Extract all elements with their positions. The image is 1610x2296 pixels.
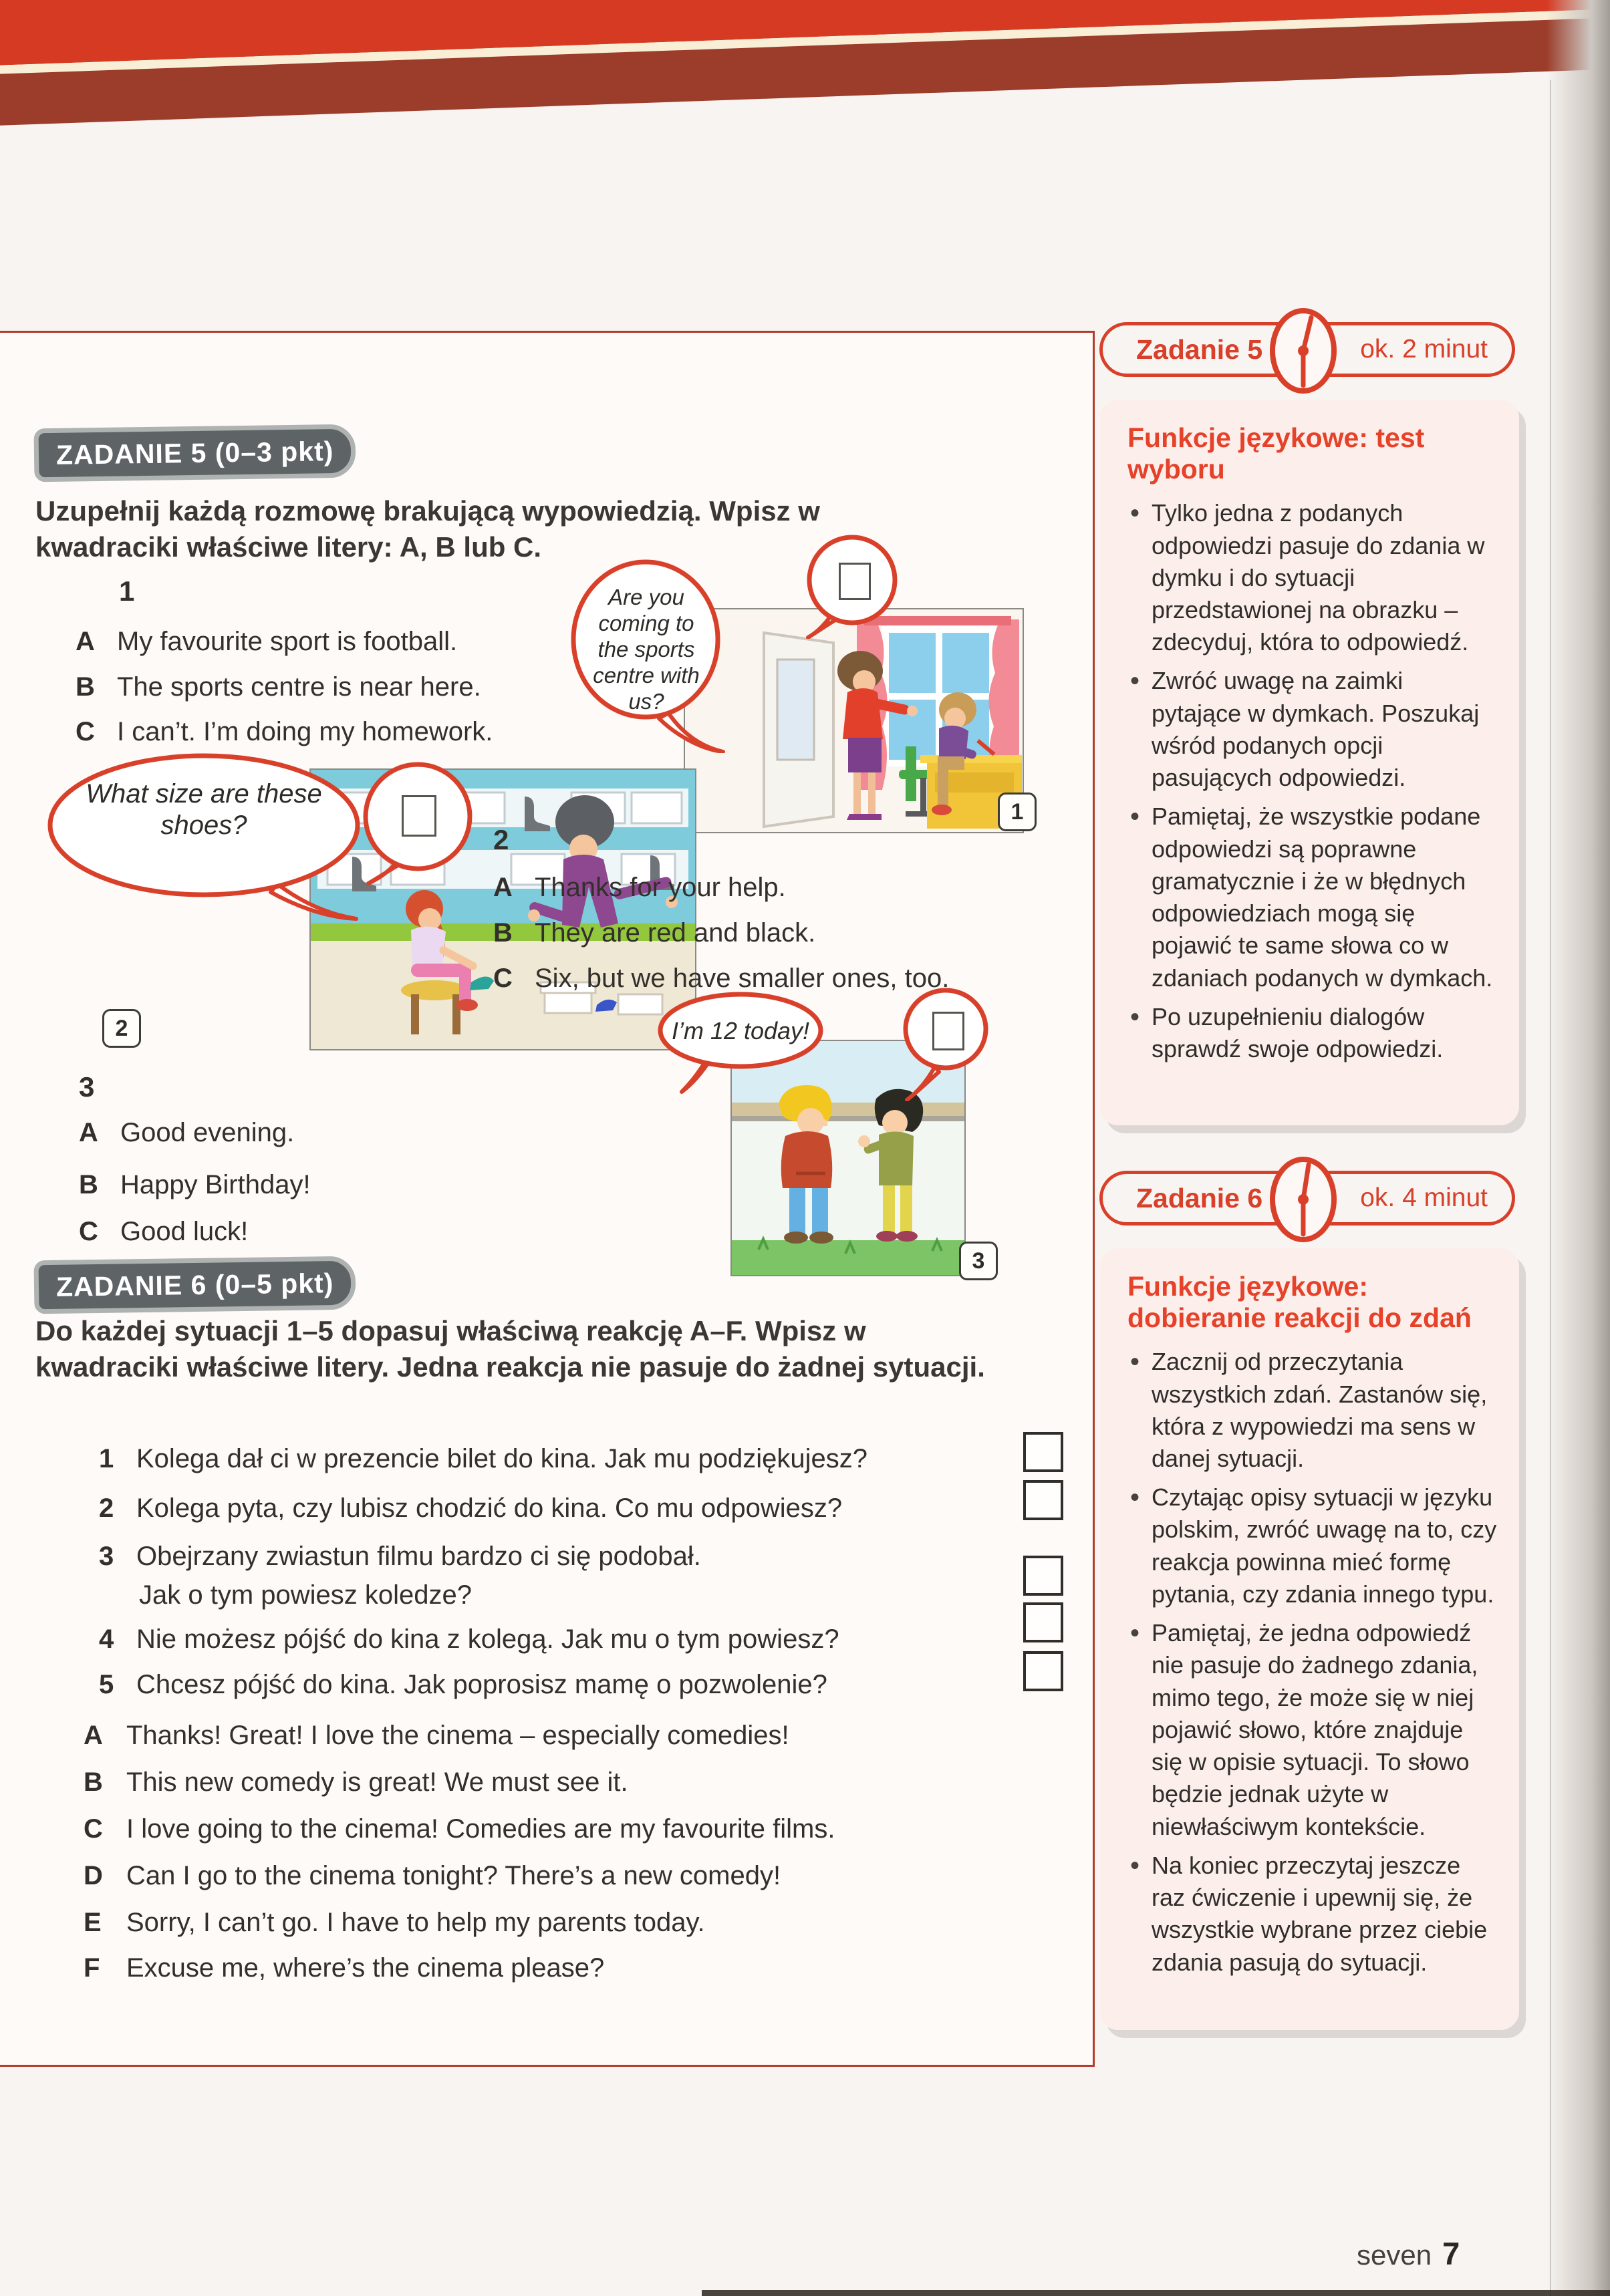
tip6-bullet-1: • Zacznij od przeczytania wszystkich zdań. Zastanów się, która z wypowiedzi ma sens w danej sytuacji. bbox=[1122, 1346, 1499, 1475]
picture-number-2 bbox=[102, 1009, 141, 1048]
answer-box-dialogue-3[interactable] bbox=[932, 1012, 964, 1050]
option-text: Six, but we have smaller ones, too. bbox=[535, 964, 950, 993]
speech-bubble-2 bbox=[43, 750, 378, 921]
option-text: The sports centre is near here. bbox=[117, 672, 481, 702]
dialogue-2-number: 2 bbox=[493, 824, 509, 855]
task6-time-badge bbox=[1099, 1171, 1515, 1226]
situation-text: Obejrzany zwiastun filmu bardzo ci się podobał. bbox=[136, 1542, 701, 1571]
task5-time-text: ok. 2 minut bbox=[1360, 335, 1488, 364]
speech-bubble-3-text: I’m 12 today! bbox=[671, 1017, 810, 1044]
option-text: Thanks for your help. bbox=[535, 873, 786, 902]
situation-text: Kolega pyta, czy lubisz chodzić do kina. Co mu odpowiesz? bbox=[136, 1493, 843, 1523]
clock-icon bbox=[1268, 1154, 1338, 1245]
task6-header-label: ZADANIE 6 (0–5 pkt) bbox=[55, 1267, 334, 1302]
option-text: Good evening. bbox=[120, 1118, 295, 1147]
reaction-text: Sorry, I can’t go. I have to help my parents today. bbox=[126, 1908, 705, 1937]
picture-number-3 bbox=[959, 1242, 998, 1280]
page-number bbox=[1357, 2235, 1460, 2272]
answer-bubble-1 bbox=[799, 533, 900, 639]
reaction-f bbox=[84, 1953, 604, 1983]
situation-1 bbox=[99, 1444, 867, 1474]
page-edge-line bbox=[1550, 80, 1551, 2296]
dialogue-3-number: 3 bbox=[79, 1071, 95, 1103]
option-text: Good luck! bbox=[120, 1217, 249, 1246]
situation-number: 1 bbox=[99, 1444, 114, 1473]
situation-2 bbox=[99, 1493, 842, 1524]
tip5-bullet-2: • Zwróć uwagę na zaimki pytające w dymkach. Poszukaj wśród podanych opcji pasujących odpowiedzi. bbox=[1122, 665, 1499, 794]
picture-number-label: 2 bbox=[115, 1015, 128, 1041]
reaction-letter: E bbox=[84, 1908, 102, 1937]
task5-time-badge-label: Zadanie 5 bbox=[1136, 333, 1263, 365]
clock-icon bbox=[1268, 305, 1338, 396]
tip-box-task5-list bbox=[1122, 497, 1499, 1065]
reaction-b bbox=[84, 1767, 628, 1798]
speech-bubble-2-text: What size are these shoes? bbox=[86, 779, 322, 841]
situation-text: Nie możesz pójść do kina z kolegą. Jak mu o tym powiesz? bbox=[136, 1624, 839, 1654]
situation-3-line2: Jak o tym powiesz koledze? bbox=[139, 1580, 473, 1610]
option-text: I can’t. I’m doing my homework. bbox=[117, 717, 493, 746]
option-text: Happy Birthday! bbox=[120, 1170, 311, 1199]
reaction-d bbox=[84, 1861, 781, 1891]
task6-instruction: Do każdej sytuacji 1–5 dopasuj właściwą reakcję A–F. Wpisz w kwadraciki właściwe litery. Jedna reakcja nie pasuje do żadnej sytuacji. bbox=[35, 1315, 985, 1383]
tip-box-task5-heading: Funkcje językowe: test wyboru bbox=[1127, 422, 1425, 485]
situation-4 bbox=[99, 1624, 839, 1655]
situation-5 bbox=[99, 1670, 827, 1700]
exercise-frame bbox=[0, 331, 1095, 2067]
reaction-e bbox=[84, 1908, 705, 1938]
tip5-bullet-1: • Tylko jedna z podanych odpowiedzi pasuje do zdania w dymku i do sytuacji przedstawionej na obrazku – zdecyduj, która to odpowiedź. bbox=[1122, 497, 1499, 658]
task5-time-badge bbox=[1099, 322, 1515, 377]
option-letter: B bbox=[79, 1170, 98, 1199]
situation-number: 4 bbox=[99, 1624, 114, 1654]
answer-bubble-2 bbox=[356, 760, 475, 886]
tip-box-task6-heading: Funkcje językowe: dobieranie reakcji do zdań bbox=[1127, 1271, 1472, 1334]
task5-header-label: ZADANIE 5 (0–3 pkt) bbox=[55, 435, 334, 470]
situation-number: 5 bbox=[99, 1670, 114, 1699]
reaction-text: Thanks! Great! I love the cinema – especially comedies! bbox=[126, 1721, 789, 1750]
top-red-band bbox=[0, 0, 1610, 127]
speech-bubble-3 bbox=[654, 989, 831, 1095]
dialogue-1-number: 1 bbox=[119, 575, 135, 607]
picture-number-1 bbox=[998, 793, 1037, 831]
situation-number: 3 bbox=[99, 1542, 114, 1571]
answer-bubble-3 bbox=[896, 986, 991, 1101]
picture-1 bbox=[684, 608, 1024, 833]
tip5-bullet-4: • Po uzupełnieniu dialogów sprawdź swoje odpowiedzi. bbox=[1122, 1001, 1499, 1065]
situation-text: Kolega dał ci w prezencie bilet do kina. Jak mu podziękujesz? bbox=[136, 1444, 867, 1473]
page-bottom-edge bbox=[702, 2290, 1610, 2296]
tip-box-task6-list bbox=[1122, 1346, 1499, 1978]
situation-number: 2 bbox=[99, 1493, 114, 1523]
task6-header-badge bbox=[33, 1256, 356, 1314]
dialogue-1-option-c bbox=[76, 717, 493, 747]
answer-box-situation-5[interactable] bbox=[1023, 1651, 1063, 1691]
dialogue-3-option-a bbox=[79, 1118, 294, 1148]
speech-bubble-1 bbox=[568, 558, 727, 753]
option-text: My favourite sport is football. bbox=[117, 627, 458, 656]
option-letter: A bbox=[79, 1118, 98, 1147]
option-letter: B bbox=[76, 672, 95, 702]
tip-box-task6 bbox=[1099, 1248, 1519, 2030]
dialogue-2-option-b bbox=[493, 918, 815, 948]
option-text: They are red and black. bbox=[535, 918, 816, 948]
answer-box-situation-3[interactable] bbox=[1023, 1556, 1063, 1596]
answer-box-situation-1[interactable] bbox=[1023, 1432, 1063, 1472]
door-scene-illustration bbox=[685, 609, 1023, 832]
task6-time-badge-label: Zadanie 6 bbox=[1136, 1182, 1263, 1213]
option-letter: B bbox=[493, 918, 513, 948]
dialogue-3-option-b bbox=[79, 1170, 311, 1200]
dialogue-2-option-a bbox=[493, 873, 786, 903]
situation-text: Chcesz pójść do kina. Jak poprosisz mamę o pozwolenie? bbox=[136, 1670, 827, 1699]
reaction-letter: F bbox=[84, 1953, 100, 1983]
answer-box-dialogue-2[interactable] bbox=[402, 795, 436, 837]
task5-instruction: Uzupełnij każdą rozmowę brakującą wypowiedzią. Wpisz w kwadraciki właściwe litery: A, B lub C. bbox=[35, 495, 820, 563]
reaction-c bbox=[84, 1814, 835, 1844]
tip5-bullet-3: • Pamiętaj, że wszystkie podane odpowiedzi są poprawne gramatycznie i że w błędnych odpowiedziach mogą się pojawić te same słowa co w zdaniach podanych w dymkach. bbox=[1122, 801, 1499, 994]
answer-box-situation-4[interactable] bbox=[1023, 1602, 1063, 1642]
dialogue-1-option-b bbox=[76, 672, 481, 702]
reaction-letter: D bbox=[84, 1861, 103, 1890]
page-number-word: seven bbox=[1357, 2239, 1432, 2271]
reaction-text: Excuse me, where’s the cinema please? bbox=[126, 1953, 605, 1983]
reaction-letter: C bbox=[84, 1814, 103, 1844]
reaction-letter: B bbox=[84, 1767, 103, 1797]
answer-box-situation-2[interactable] bbox=[1023, 1480, 1063, 1520]
task6-time-text: ok. 4 minut bbox=[1360, 1183, 1488, 1212]
tip6-bullet-2: • Czytając opisy sytuacji w języku polskim, zwróć uwagę na to, czy reakcja powinna mieć formę pytania, czy zdania innego typu. bbox=[1122, 1481, 1499, 1610]
option-letter: A bbox=[76, 627, 95, 656]
tip-box-task5 bbox=[1099, 400, 1519, 1125]
speech-bubble-1-text: Are you coming to the sports centre with us? bbox=[593, 585, 700, 714]
reaction-text: This new comedy is great! We must see it. bbox=[126, 1767, 628, 1797]
dialogue-1-option-a bbox=[76, 627, 457, 657]
option-letter: A bbox=[493, 873, 513, 902]
task5-header-badge bbox=[33, 424, 356, 482]
option-letter: C bbox=[76, 717, 95, 746]
reaction-a bbox=[84, 1721, 789, 1751]
situation-3 bbox=[99, 1542, 701, 1572]
page-number-digit: 7 bbox=[1442, 2236, 1460, 2271]
page-edge-shadow bbox=[1547, 0, 1610, 2296]
dialogue-3-option-c bbox=[79, 1217, 248, 1247]
reaction-letter: A bbox=[84, 1721, 103, 1750]
reaction-text: Can I go to the cinema tonight? There’s a new comedy! bbox=[126, 1861, 781, 1890]
picture-number-label: 1 bbox=[1011, 799, 1024, 825]
answer-box-dialogue-1[interactable] bbox=[839, 563, 871, 600]
tip6-bullet-3: • Pamiętaj, że jedna odpowiedź nie pasuje do żadnego zdania, mimo tego, że może się w niej pojawić słowo, które znajduje się w opisie sytuacji. To słowo będzie jednak użyte w niewłaściwym kontekście. bbox=[1122, 1617, 1499, 1843]
option-letter: C bbox=[493, 964, 513, 993]
option-letter: C bbox=[79, 1217, 98, 1246]
tip6-bullet-4: • Na koniec przeczytaj jeszcze raz ćwiczenie i upewnij się, że wszystkie wybrane przez ciebie zdania pasują do sytuacji. bbox=[1122, 1850, 1499, 1979]
reaction-text: I love going to the cinema! Comedies are my favourite films. bbox=[126, 1814, 835, 1844]
picture-number-label: 3 bbox=[972, 1248, 985, 1274]
